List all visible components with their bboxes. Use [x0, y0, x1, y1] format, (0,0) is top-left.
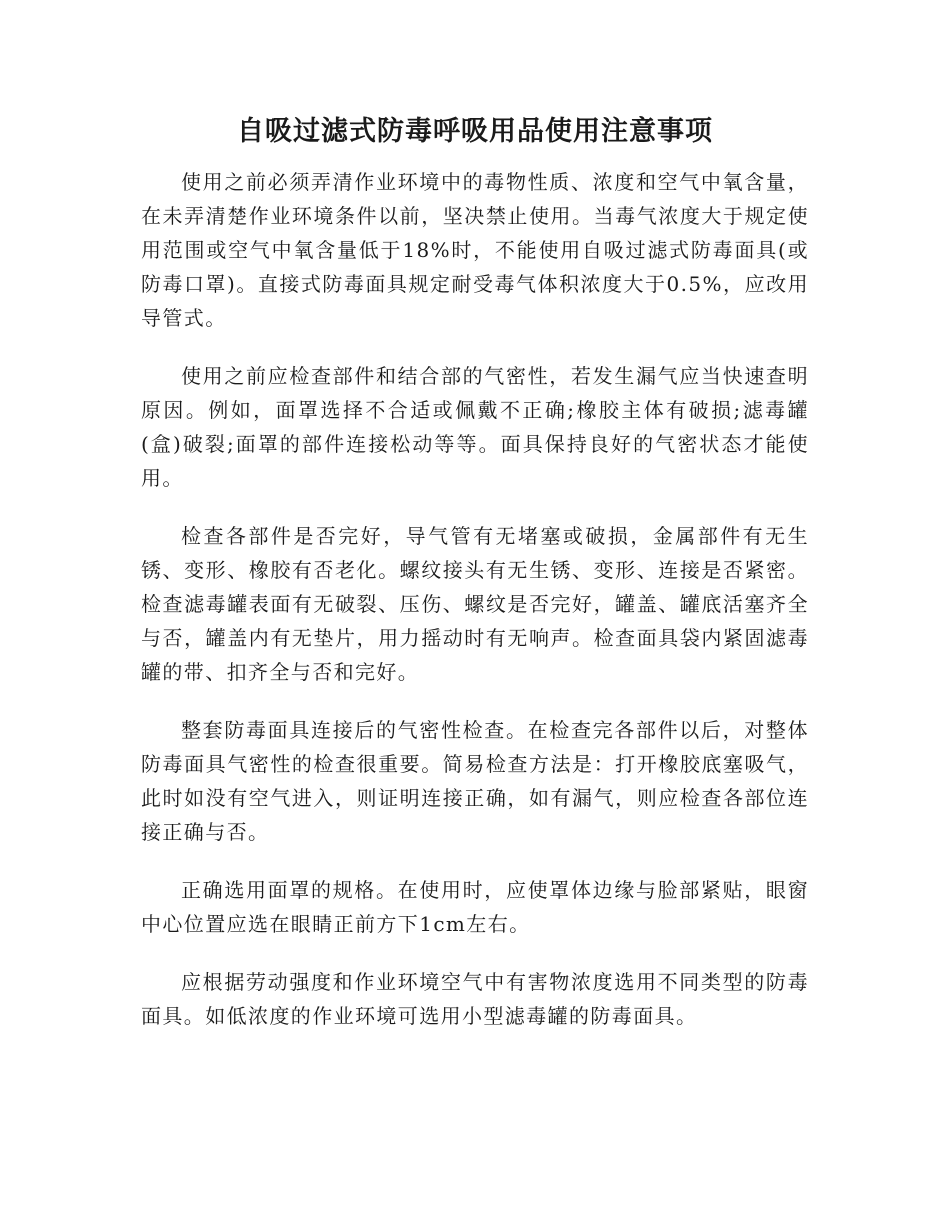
paragraph-mask-size: 正确选用面罩的规格。在使用时，应使罩体边缘与脸部紧贴，眼窗中心位置应选在眼睛正前方下1cm左右。 — [141, 878, 809, 936]
paragraph-usage-conditions: 使用之前必须弄清作业环境中的毒物性质、浓度和空气中氧含量，在未弄清楚作业环境条件以前，坚决禁止使用。当毒气浓度大于规定使用范围或空气中氧含量低于18%时，不能使用自吸过滤式防毒面具(或防毒口罩)。直接式防毒面具规定耐受毒气体积浓度大于0.5%，应改用导管式。 — [141, 170, 809, 330]
paragraph-assembly-airtightness: 整套防毒面具连接后的气密性检查。在检查完各部件以后，对整体防毒面具气密性的检查很重要。简易检查方法是：打开橡胶底塞吸气，此时如没有空气进入，则证明连接正确，如有漏气，则应检查各部位连接正确与否。 — [141, 718, 809, 844]
paragraph-mask-type-selection: 应根据劳动强度和作业环境空气中有害物浓度选用不同类型的防毒面具。如低浓度的作业环境可选用小型滤毒罐的防毒面具。 — [141, 970, 809, 1028]
document-body — [141, 165, 809, 1057]
paragraph-component-inspection: 检查各部件是否完好，导气管有无堵塞或破损，金属部件有无生锈、变形、橡胶有否老化。螺纹接头有无生锈、变形、连接是否紧密。检查滤毒罐表面有无破裂、压伤、螺纹是否完好，罐盖、罐底活塞齐全与否，罐盖内有无垫片，用力摇动时有无响声。检查面具袋内紧固滤毒罐的带、扣齐全与否和完好。 — [141, 524, 809, 684]
document-title: 自吸过滤式防毒呼吸用品使用注意事项 — [237, 116, 713, 147]
paragraph-airtightness-check: 使用之前应检查部件和结合部的气密性，若发生漏气应当快速查明原因。例如，面罩选择不合适或佩戴不正确;橡胶主体有破损;滤毒罐(盒)破裂;面罩的部件连接松动等等。面具保持良好的气密状态才能使用。 — [141, 364, 809, 490]
